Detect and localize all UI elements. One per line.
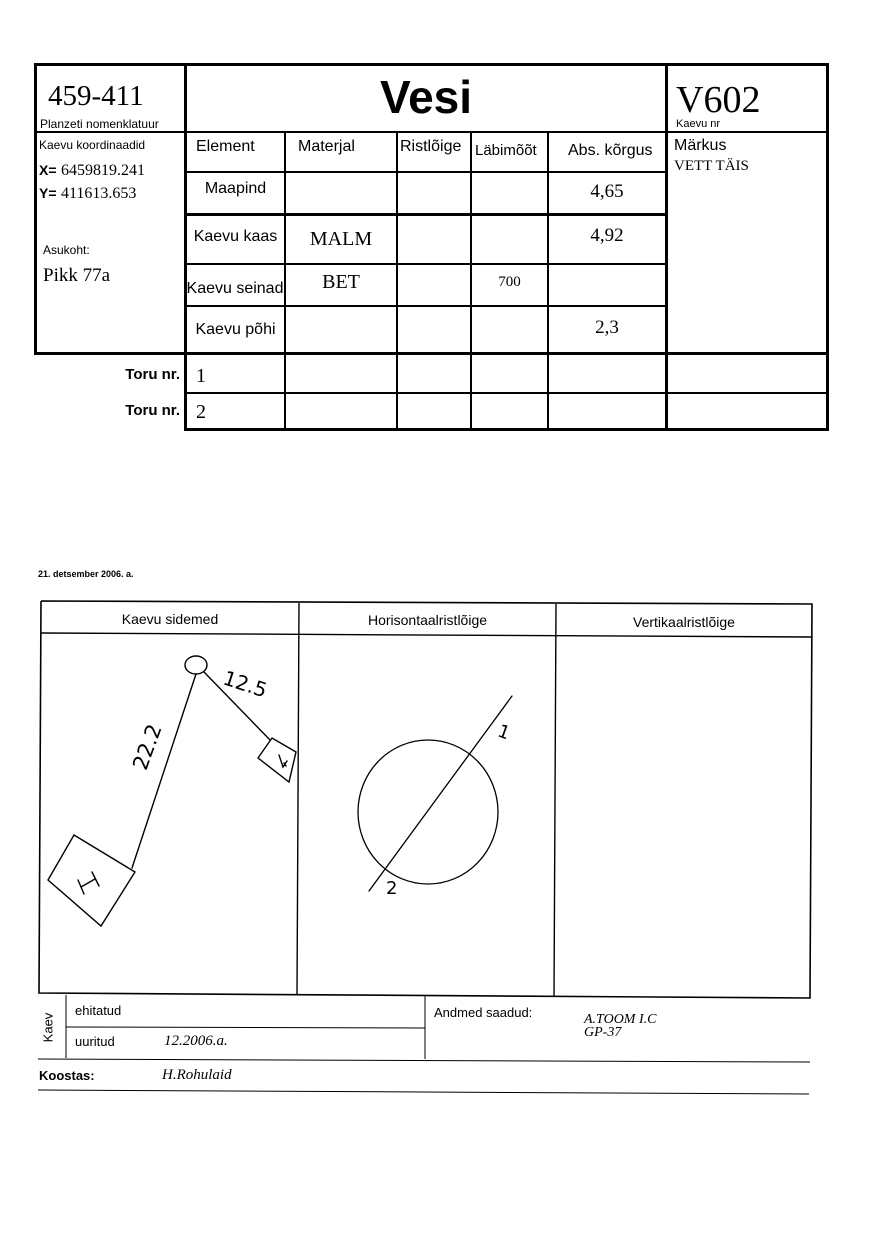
row-height-ground: 4,65 — [590, 181, 624, 202]
distance-hydrant-label: 12.5 — [220, 665, 271, 703]
remarks-value: VETT TÄIS — [674, 158, 749, 174]
panel-connections-title: Kaevu sidemed — [121, 611, 219, 627]
row-diameter-walls: 700 — [498, 274, 521, 290]
panel-horizontal-title: Horisontaalristlõige — [367, 612, 488, 628]
surveyed-label: uuritud — [75, 1034, 115, 1049]
page-title: Vesi — [379, 71, 473, 123]
data-source-value: A.TOOM I.C — [584, 1012, 657, 1027]
coord-y-label: Y= — [39, 185, 57, 201]
panel-vertical-title: Vertikaalristlõige — [633, 614, 735, 630]
pipe-2-label: Toru nr. — [125, 402, 180, 419]
coord-x-label: X= — [39, 162, 57, 178]
planzet-label: Planzeti nomenklatuur — [40, 117, 159, 131]
location-label: Asukoht: — [43, 243, 90, 257]
author-label: Koostas: — [39, 1068, 95, 1083]
planzet-number: 459-411 — [48, 80, 144, 112]
document-date: 21. detsember 2006. a. — [38, 569, 134, 579]
coords-label: Kaevu koordinaadid — [39, 138, 146, 152]
author-value: H.Rohulaid — [162, 1067, 232, 1083]
col-material: Materjal — [298, 138, 355, 155]
well-side-label: Kaev — [40, 1012, 56, 1043]
pipe-2-number: 2 — [196, 401, 206, 423]
row-element-lid: Kaevu kaas — [193, 228, 278, 245]
row-element-bottom: Kaevu põhi — [195, 321, 276, 338]
pipe-1-number: 1 — [196, 365, 206, 387]
row-height-lid: 4,92 — [590, 225, 624, 246]
well-number: V602 — [676, 79, 761, 121]
col-cross-section: Ristlõige — [400, 138, 462, 155]
location-value: Pikk 77a — [43, 265, 111, 286]
coord-y-value: 411613.653 — [60, 185, 137, 202]
pipe-2-annotation: 2 — [386, 878, 398, 899]
well-number-label: Kaevu nr — [676, 118, 721, 130]
row-material-lid: MALM — [309, 228, 373, 250]
col-element: Element — [196, 138, 255, 155]
pipe-1-annotation: 1 — [494, 720, 513, 745]
row-element-ground: Maapind — [204, 180, 267, 197]
row-element-walls: Kaevu seinad — [186, 280, 284, 297]
built-label: ehitatud — [75, 1003, 122, 1018]
col-diameter: Läbimõõt — [475, 142, 537, 159]
data-source-code: GP-37 — [584, 1025, 622, 1040]
col-abs-height: Abs. kõrgus — [568, 142, 653, 159]
row-height-bottom: 2,3 — [595, 317, 619, 338]
row-material-walls: BET — [322, 271, 360, 293]
remarks-label: Märkus — [674, 137, 727, 154]
distance-house-label: 22.2 — [128, 720, 167, 774]
pipe-1-label: Toru nr. — [125, 366, 180, 383]
coord-x-value: 6459819.241 — [60, 162, 145, 179]
data-source-label: Andmed saadud: — [434, 1005, 533, 1020]
surveyed-value: 12.2006.a. — [164, 1033, 228, 1049]
